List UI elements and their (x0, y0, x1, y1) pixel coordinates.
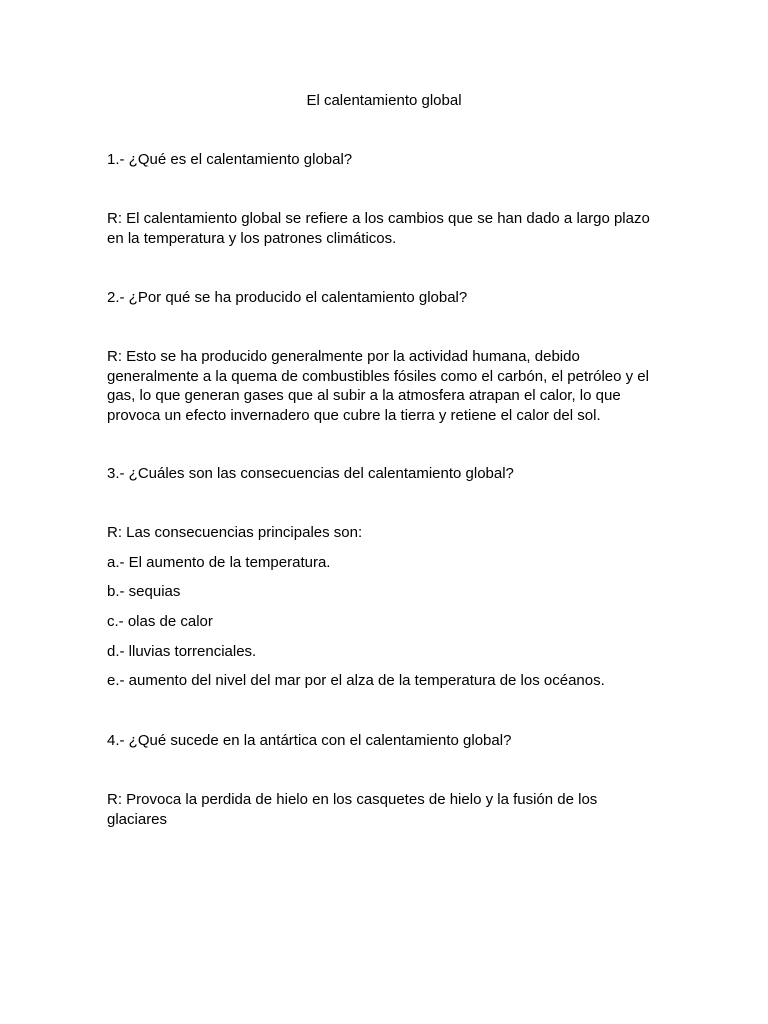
consequence-item-c: c.- olas de calor (107, 613, 213, 630)
consequence-item-a: a.- El aumento de la temperatura. (107, 554, 331, 571)
answer-1-line-2: en la temperatura y los patrones climáticos. (107, 229, 397, 247)
document-title: El calentamiento global (306, 92, 462, 109)
answer-4-line-1: R: Provoca la perdida de hielo en los casquetes de hielo y la fusión de los (107, 791, 598, 808)
question-4: 4.- ¿Qué sucede en la antártica con el calentamiento global? (107, 732, 512, 749)
answer-1-line-1: R: El calentamiento global se refiere a los cambios que se han dado a largo plazo (107, 210, 650, 227)
answer-1 (107, 209, 667, 248)
question-3: 3.- ¿Cuáles son las consecuencias del calentamiento global? (107, 465, 514, 482)
answer-4 (107, 790, 667, 829)
answer-2-line-4: provoca un efecto invernadero que cubre la tierra y retiene el calor del sol. (107, 406, 601, 424)
answer-2-line-2: generalmente a la quema de combustibles fósiles como el carbón, el petróleo y el (107, 367, 649, 385)
question-2: 2.- ¿Por qué se ha producido el calentamiento global? (107, 289, 468, 306)
answer-2-line-3: gas, lo que generan gases que al subir a la atmosfera atrapan el calor, lo que (107, 387, 621, 404)
consequence-item-e: e.- aumento del nivel del mar por el alza de la temperatura de los océanos. (107, 672, 605, 689)
answer-4-line-2: glaciares (107, 810, 168, 828)
answer-2-line-1: R: Esto se ha producido generalmente por la actividad humana, debido (107, 348, 580, 365)
question-1: 1.- ¿Qué es el calentamiento global? (107, 151, 353, 168)
consequence-item-b: b.- sequias (107, 583, 181, 600)
answer-2 (107, 347, 667, 425)
answer-3-intro: R: Las consecuencias principales son: (107, 524, 363, 541)
consequence-item-d: d.- lluvias torrenciales. (107, 643, 257, 660)
